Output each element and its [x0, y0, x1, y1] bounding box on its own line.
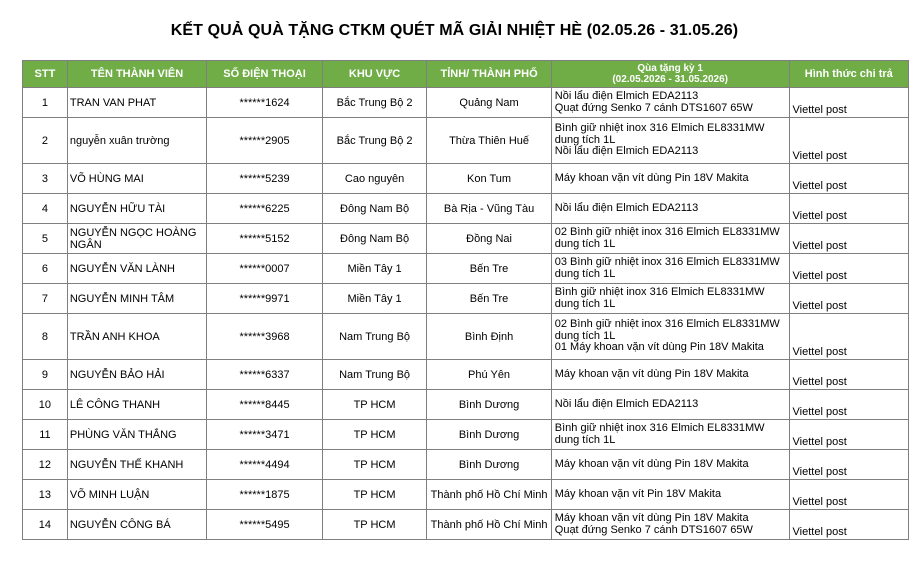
shipping-cell: Viettel post	[789, 284, 908, 314]
province-cell: Quảng Nam	[427, 88, 551, 118]
stt-cell: 10	[23, 390, 68, 420]
province-cell: Bến Tre	[427, 254, 551, 284]
region-cell: TP HCM	[322, 450, 427, 480]
phone-cell: ******5152	[207, 224, 323, 254]
stt-cell: 12	[23, 450, 68, 480]
table-row	[23, 420, 909, 450]
shipping-cell: Viettel post	[789, 510, 908, 540]
stt-cell: 3	[23, 164, 68, 194]
header-province: TỈNH/ THÀNH PHỐ	[427, 61, 551, 88]
region-cell: TP HCM	[322, 390, 427, 420]
stt-cell: 1	[23, 88, 68, 118]
member-name-cell: NGUYỄN MINH TÂM	[67, 284, 206, 314]
stt-cell: 13	[23, 480, 68, 510]
region-cell: Đông Nam Bộ	[322, 224, 427, 254]
phone-cell: ******1624	[207, 88, 323, 118]
phone-cell: ******3968	[207, 314, 323, 360]
member-name-cell: NGUYỄN NGỌC HOÀNG NGÂN	[67, 224, 206, 254]
gift-cell: Nồi lẩu điện Elmich EDA2113 Quạt đứng Senko 7 cánh DTS1607 65W	[551, 88, 789, 118]
province-cell: Thành phố Hồ Chí Minh	[427, 480, 551, 510]
gift-cell: Máy khoan vặn vít dùng Pin 18V Makita	[551, 360, 789, 390]
table-row	[23, 284, 909, 314]
gift-cell: Bình giữ nhiệt inox 316 Elmich EL8331MW dung tích 1L Nồi lẩu điện Elmich EDA2113	[551, 118, 789, 164]
phone-cell: ******5239	[207, 164, 323, 194]
table-row	[23, 450, 909, 480]
member-name-cell: TRẦN ANH KHOA	[67, 314, 206, 360]
province-cell: Bà Rịa - Vũng Tàu	[427, 194, 551, 224]
region-cell: Bắc Trung Bộ 2	[322, 88, 427, 118]
stt-cell: 8	[23, 314, 68, 360]
region-cell: TP HCM	[322, 420, 427, 450]
province-cell: Bình Dương	[427, 420, 551, 450]
member-name-cell: PHÙNG VĂN THẮNG	[67, 420, 206, 450]
shipping-cell: Viettel post	[789, 390, 908, 420]
phone-cell: ******9971	[207, 284, 323, 314]
stt-cell: 7	[23, 284, 68, 314]
header-stt: STT	[23, 61, 68, 88]
stt-cell: 2	[23, 118, 68, 164]
province-cell: Đồng Nai	[427, 224, 551, 254]
region-cell: TP HCM	[322, 480, 427, 510]
member-name-cell: TRAN VAN PHAT	[67, 88, 206, 118]
shipping-cell: Viettel post	[789, 314, 908, 360]
gift-cell: Bình giữ nhiệt inox 316 Elmich EL8331MW dung tích 1L	[551, 420, 789, 450]
member-name-cell: LÊ CÔNG THANH	[67, 390, 206, 420]
member-name-cell: VÕ HÙNG MAI	[67, 164, 206, 194]
table-row	[23, 164, 909, 194]
stt-cell: 5	[23, 224, 68, 254]
gift-cell: 03 Bình giữ nhiệt inox 316 Elmich EL8331MW dung tích 1L	[551, 254, 789, 284]
stt-cell: 9	[23, 360, 68, 390]
phone-cell: ******5495	[207, 510, 323, 540]
shipping-cell: Viettel post	[789, 420, 908, 450]
province-cell: Bình Định	[427, 314, 551, 360]
table-row	[23, 390, 909, 420]
region-cell: Đông Nam Bộ	[322, 194, 427, 224]
shipping-cell: Viettel post	[789, 88, 908, 118]
table-row	[23, 360, 909, 390]
stt-cell: 6	[23, 254, 68, 284]
table-row	[23, 314, 909, 360]
stt-cell: 4	[23, 194, 68, 224]
gift-cell: Máy khoan vặn vít dùng Pin 18V Makita	[551, 164, 789, 194]
member-name-cell: NGUYỄN THẾ KHANH	[67, 450, 206, 480]
province-cell: Phú Yên	[427, 360, 551, 390]
region-cell: Nam Trung Bộ	[322, 314, 427, 360]
phone-cell: ******8445	[207, 390, 323, 420]
shipping-cell: Viettel post	[789, 224, 908, 254]
gift-cell: Máy khoan vặn vít dùng Pin 18V Makita	[551, 450, 789, 480]
province-cell: Bình Dương	[427, 450, 551, 480]
table-row	[23, 254, 909, 284]
shipping-cell: Viettel post	[789, 164, 908, 194]
shipping-cell: Viettel post	[789, 360, 908, 390]
province-cell: Kon Tum	[427, 164, 551, 194]
gift-cell: Bình giữ nhiệt inox 316 Elmich EL8331MW dung tích 1L	[551, 284, 789, 314]
phone-cell: ******2905	[207, 118, 323, 164]
phone-cell: ******0007	[207, 254, 323, 284]
province-cell: Bến Tre	[427, 284, 551, 314]
shipping-cell: Viettel post	[789, 450, 908, 480]
header-region: KHU VỰC	[322, 61, 427, 88]
shipping-cell: Viettel post	[789, 118, 908, 164]
gift-cell: Máy khoan vặn vít Pin 18V Makita	[551, 480, 789, 510]
gift-cell: 02 Bình giữ nhiệt inox 316 Elmich EL8331MW dung tích 1L 01 Máy khoan vặn vít dùng Pin 18V Makita	[551, 314, 789, 360]
province-cell: Thừa Thiên Huế	[427, 118, 551, 164]
gift-cell: Máy khoan vặn vít dùng Pin 18V Makita Quạt đứng Senko 7 cánh DTS1607 65W	[551, 510, 789, 540]
member-name-cell: NGUYỄN CÔNG BÁ	[67, 510, 206, 540]
phone-cell: ******3471	[207, 420, 323, 450]
gift-cell: Nồi lẩu điện Elmich EDA2113	[551, 194, 789, 224]
table-body	[23, 88, 909, 540]
member-name-cell: nguyễn xuân trường	[67, 118, 206, 164]
header-name: TÊN THÀNH VIÊN	[67, 61, 206, 88]
member-name-cell: NGUYỄN BẢO HẢI	[67, 360, 206, 390]
province-cell: Thành phố Hồ Chí Minh	[427, 510, 551, 540]
header-gift	[551, 61, 789, 88]
table-row	[23, 510, 909, 540]
shipping-cell: Viettel post	[789, 254, 908, 284]
page-title: KẾT QUẢ QUÀ TẶNG CTKM QUÉT MÃ GIẢI NHIỆT HÈ (02.05.26 - 31.05.26)	[170, 22, 739, 39]
table-row	[23, 194, 909, 224]
shipping-cell: Viettel post	[789, 480, 908, 510]
shipping-cell: Viettel post	[789, 194, 908, 224]
region-cell: Bắc Trung Bộ 2	[322, 118, 427, 164]
table-header-row	[23, 61, 909, 88]
phone-cell: ******4494	[207, 450, 323, 480]
phone-cell: ******6225	[207, 194, 323, 224]
table-row	[23, 480, 909, 510]
region-cell: TP HCM	[322, 510, 427, 540]
member-name-cell: NGUYỄN VĂN LÀNH	[67, 254, 206, 284]
table-row	[23, 118, 909, 164]
gift-cell: Nồi lẩu điện Elmich EDA2113	[551, 390, 789, 420]
province-cell: Bình Dương	[427, 390, 551, 420]
stt-cell: 11	[23, 420, 68, 450]
table-row	[23, 88, 909, 118]
region-cell: Nam Trung Bộ	[322, 360, 427, 390]
phone-cell: ******6337	[207, 360, 323, 390]
phone-cell: ******1875	[207, 480, 323, 510]
table-row	[23, 224, 909, 254]
header-gift-title: Qùa tặng kỳ 1	[637, 63, 703, 74]
member-name-cell: NGUYỄN HỮU TÀI	[67, 194, 206, 224]
stt-cell: 14	[23, 510, 68, 540]
gift-cell: 02 Bình giữ nhiệt inox 316 Elmich EL8331MW dung tích 1L	[551, 224, 789, 254]
region-cell: Cao nguyên	[322, 164, 427, 194]
header-gift-period: (02.05.2026 - 31.05.2026)	[612, 74, 728, 85]
header-shipping: Hình thức chi trả	[789, 61, 908, 88]
region-cell: Miền Tây 1	[322, 284, 427, 314]
results-table	[22, 60, 909, 540]
region-cell: Miền Tây 1	[322, 254, 427, 284]
member-name-cell: VÕ MINH LUẬN	[67, 480, 206, 510]
header-phone: SỐ ĐIỆN THOẠI	[207, 61, 323, 88]
